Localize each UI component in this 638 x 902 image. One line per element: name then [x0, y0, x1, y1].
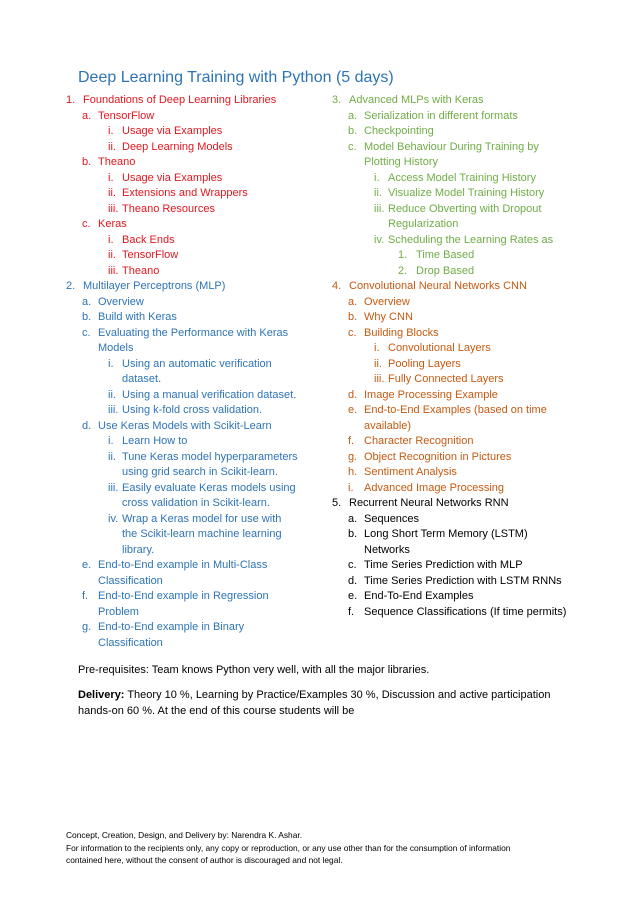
outline-item-number: c.: [348, 326, 357, 339]
outline-item-number: e.: [82, 559, 92, 571]
outline-item-text: Using a manual verification dataset.: [122, 388, 297, 401]
outline-item-text: End-to-End example in Regression: [98, 590, 269, 602]
outline-item: [66, 186, 316, 202]
outline-item: [332, 434, 572, 450]
outline-item-text: Sequences: [364, 512, 420, 525]
outline-item-text: Recurrent Neural Networks RNN: [349, 497, 509, 509]
outline-item: [66, 558, 316, 574]
outline-item-number: 2.: [398, 264, 408, 277]
outline-item: [332, 217, 572, 233]
outline-item-text: Using an automatic verification: [122, 357, 272, 370]
prerequisites-paragraph: Pre-requisites: Team knows Python very well, with all the major libraries.: [78, 664, 430, 676]
outline-item: [332, 140, 572, 156]
outline-item: [332, 155, 572, 171]
outline-item-text: Why CNN: [364, 311, 413, 323]
outline-item: [332, 481, 572, 497]
outline-item-text: End-to-End example in Multi-Class: [98, 559, 268, 571]
outline-item-number: ii.: [108, 450, 116, 463]
outline-item-number: 1.: [66, 94, 76, 106]
outline-item-text: Classification: [98, 574, 163, 587]
outline-item: [66, 357, 316, 373]
outline-item-text: Wrap a Keras model for use with: [122, 512, 282, 525]
outline-item-number: ii.: [108, 249, 116, 261]
outline-item: [332, 264, 572, 280]
outline-item: [332, 512, 572, 528]
outline-item-text: Extensions and Wrappers: [122, 187, 248, 199]
outline-item-number: ii.: [374, 187, 382, 199]
outline-item-text: Problem: [98, 605, 139, 618]
outline-item-number: c.: [82, 218, 91, 230]
outline-item-text: Build with Keras: [98, 311, 177, 323]
outline-item-number: iv.: [108, 512, 119, 525]
outline-item: [332, 605, 572, 621]
outline-item: [332, 186, 572, 202]
outline-item-number: b.: [348, 125, 358, 137]
outline-item: [332, 109, 572, 125]
outline-item-number: ii.: [108, 187, 116, 199]
outline-item-number: c.: [82, 326, 91, 339]
outline-item-text: Models: [98, 342, 134, 354]
footer-credit: Concept, Creation, Design, and Delivery by: Narendra K. Ashar.: [66, 830, 303, 840]
outline-item-number: iv.: [374, 233, 385, 246]
outline-item-number: iii.: [108, 404, 119, 416]
outline-item-text: Sequence Classifications (If time permits): [364, 605, 567, 618]
outline-item: [332, 419, 572, 435]
outline-item: [66, 605, 316, 621]
outline-item: [66, 574, 316, 590]
outline-item-text: End-to-End example in Binary: [98, 621, 245, 633]
outline-item-number: 3.: [332, 94, 342, 106]
outline-item: [66, 527, 316, 543]
outline-item-text: Regularization: [388, 218, 459, 230]
outline-item-text: Convolutional Layers: [388, 342, 491, 354]
outline-item-text: using grid search in Scikit-learn.: [122, 466, 278, 478]
outline-item-number: a.: [82, 109, 92, 122]
outline-item: [66, 388, 316, 404]
outline-item-number: d.: [82, 419, 92, 432]
outline-item-text: Time Series Prediction with LSTM RNNs: [364, 574, 562, 587]
outline-item: [332, 341, 572, 357]
outline-item: [332, 403, 572, 419]
outline-item-text: Building Blocks: [364, 326, 439, 339]
outline-item-number: i.: [108, 233, 114, 246]
outline-item-text: Theano: [122, 264, 160, 277]
outline-item-text: Long Short Term Memory (LSTM): [364, 528, 528, 540]
outline-item: [332, 171, 572, 187]
outline-item-number: h.: [348, 466, 358, 478]
outline-item: [66, 512, 316, 528]
outline-item-text: Keras: [98, 218, 127, 230]
outline-item-number: 4.: [332, 280, 342, 292]
outline-item-text: the Scikit-learn machine learning: [122, 528, 282, 540]
outline-item-text: Pooling Layers: [388, 357, 461, 370]
footer-notice-line-1: For information to the recipients only, any copy or reproduction, or any use other than for the consumption of information: [66, 842, 511, 853]
outline-item-number: b.: [348, 311, 358, 323]
outline-item-text: Convolutional Neural Networks CNN: [349, 280, 527, 292]
outline-item-text: Overview: [98, 295, 144, 308]
outline-item-text: Tune Keras model hyperparameters: [122, 450, 298, 463]
delivery-label: Delivery:: [78, 689, 125, 701]
outline-item: [332, 326, 572, 342]
outline-item-number: a.: [348, 109, 358, 122]
outline-item: [332, 496, 572, 512]
outline-item-number: g.: [82, 621, 92, 633]
outline-item-number: i.: [348, 481, 354, 494]
outline-item-text: End-To-End Examples: [364, 590, 474, 602]
outline-item-text: Using k-fold cross validation.: [122, 404, 263, 416]
outline-item-text: Drop Based: [416, 264, 475, 277]
outline-item: [332, 388, 572, 404]
outline-item-number: 5.: [332, 497, 342, 509]
outline-item-text: Time Series Prediction with MLP: [364, 559, 523, 571]
outline-item-text: Networks: [364, 543, 410, 556]
outline-item-number: d.: [348, 388, 358, 401]
outline-item-text: Back Ends: [122, 233, 175, 246]
outline-item: [66, 217, 316, 233]
page-title: Deep Learning Training with Python (5 days): [78, 69, 394, 86]
outline-item: [332, 233, 572, 249]
outline-item-text: Access Model Training History: [388, 171, 536, 184]
delivery-paragraph: [78, 687, 568, 719]
outline-item: [66, 434, 316, 450]
outline-item: [332, 589, 572, 605]
outline-item-text: Overview: [364, 295, 410, 308]
outline-item: [66, 279, 316, 295]
outline-item: [332, 357, 572, 373]
outline-item-number: b.: [348, 528, 358, 540]
outline-item: [66, 620, 316, 636]
outline-item: [66, 636, 316, 652]
outline-item-text: available): [364, 419, 412, 432]
outline-item-text: Sentiment Analysis: [364, 466, 457, 478]
outline-item: [66, 450, 316, 466]
footer-notice-line-2: contained here, without the consent of author is discouraged and not legal.: [66, 855, 343, 865]
outline-item-number: 2.: [66, 280, 76, 292]
outline-item-text: Serialization in different formats: [364, 109, 518, 122]
outline-item-number: i.: [374, 342, 380, 354]
outline-item: [66, 372, 316, 388]
outline-item: [332, 202, 572, 218]
outline-item-number: a.: [348, 295, 358, 308]
right-outline-column: [332, 93, 572, 620]
outline-item-text: Theano: [98, 156, 136, 168]
outline-item-number: iii.: [374, 202, 385, 215]
outline-item-text: Deep Learning Models: [122, 140, 233, 153]
outline-item-text: Evaluating the Performance with Keras: [98, 326, 289, 339]
outline-item: [66, 171, 316, 187]
outline-item-number: d.: [348, 574, 358, 587]
outline-item: [332, 248, 572, 264]
outline-item: [332, 93, 572, 109]
outline-item-number: i.: [108, 125, 114, 137]
outline-item: [332, 279, 572, 295]
outline-item: [66, 326, 316, 342]
outline-item-number: b.: [82, 311, 92, 323]
outline-item-text: Usage via Examples: [122, 125, 223, 137]
outline-item-number: 1.: [398, 249, 408, 261]
outline-item-number: f.: [348, 435, 355, 447]
outline-item-number: c.: [348, 559, 357, 571]
outline-item-text: End-to-End Examples (based on time: [364, 404, 547, 416]
outline-item-number: g.: [348, 450, 358, 463]
outline-item-text: Object Recognition in Pictures: [364, 450, 512, 463]
outline-item: [66, 93, 316, 109]
outline-item-text: Advanced MLPs with Keras: [349, 94, 484, 106]
outline-item-text: Theano Resources: [122, 202, 215, 215]
outline-item-number: i.: [108, 357, 114, 370]
outline-item-text: Time Based: [416, 249, 475, 261]
outline-item-number: iii.: [108, 264, 119, 277]
outline-item: [66, 264, 316, 280]
outline-item: [66, 589, 316, 605]
outline-item-text: cross validation in Scikit-learn.: [122, 497, 270, 509]
outline-item-number: ii.: [108, 140, 116, 153]
outline-item: [332, 372, 572, 388]
outline-item-text: Foundations of Deep Learning Libraries: [83, 94, 277, 106]
outline-item-text: TensorFlow: [98, 109, 155, 122]
outline-item: [66, 155, 316, 171]
outline-item-text: Learn How to: [122, 435, 188, 447]
outline-item: [332, 310, 572, 326]
outline-item-text: Usage via Examples: [122, 171, 223, 184]
outline-item: [66, 295, 316, 311]
outline-item-text: Plotting History: [364, 156, 438, 168]
outline-item: [66, 419, 316, 435]
outline-item-number: iii.: [374, 373, 385, 385]
outline-item-number: b.: [82, 156, 92, 168]
outline-item: [332, 574, 572, 590]
outline-item-number: i.: [108, 435, 114, 447]
outline-item-number: i.: [374, 171, 380, 184]
outline-item-text: Checkpointing: [364, 125, 434, 137]
outline-item: [66, 465, 316, 481]
outline-item: [66, 202, 316, 218]
outline-item: [332, 450, 572, 466]
outline-item-text: Image Processing Example: [364, 388, 498, 401]
footer: [66, 829, 586, 867]
outline-item-number: a.: [348, 512, 358, 525]
outline-item-text: Reduce Obverting with Dropout: [388, 202, 542, 215]
outline-item-number: ii.: [374, 357, 382, 370]
outline-item: [66, 233, 316, 249]
outline-item-text: dataset.: [122, 373, 162, 385]
outline-item: [332, 527, 572, 543]
outline-item-text: Model Behaviour During Training by: [364, 140, 539, 153]
outline-item: [66, 496, 316, 512]
outline-item-text: Scheduling the Learning Rates as: [388, 233, 554, 246]
outline-item: [66, 481, 316, 497]
outline-item-number: ii.: [108, 388, 116, 401]
outline-item-text: library.: [122, 543, 155, 556]
outline-item-number: iii.: [108, 481, 119, 494]
outline-item-text: Fully Connected Layers: [388, 373, 504, 385]
outline-item: [66, 248, 316, 264]
outline-item: [66, 403, 316, 419]
outline-item-text: Visualize Model Training History: [388, 187, 545, 199]
outline-item: [66, 109, 316, 125]
outline-item-number: a.: [82, 295, 92, 308]
outline-item-number: c.: [348, 140, 357, 153]
delivery-text: Theory 10 %, Learning by Practice/Examples 30 %, Discussion and active participation hands-on 60 %. At the end of this course students will be: [78, 689, 551, 717]
outline-item-number: iii.: [108, 202, 119, 215]
outline-item-text: Use Keras Models with Scikit-Learn: [98, 419, 272, 432]
outline-item: [66, 341, 316, 357]
outline-item-text: Character Recognition: [364, 435, 474, 447]
outline-item-number: e.: [348, 404, 358, 416]
outline-item: [332, 465, 572, 481]
outline-item: [66, 124, 316, 140]
outline-item: [332, 543, 572, 559]
outline-item-text: Advanced Image Processing: [364, 481, 505, 494]
outline-item-text: TensorFlow: [122, 249, 179, 261]
outline-item: [66, 543, 316, 559]
outline-item-number: f.: [348, 605, 355, 618]
outline-item-text: Multilayer Perceptrons (MLP): [83, 280, 226, 292]
outline-item: [332, 124, 572, 140]
outline-item-text: Classification: [98, 636, 163, 649]
outline-item: [332, 558, 572, 574]
left-outline-column: [66, 93, 316, 651]
outline-item-number: e.: [348, 590, 358, 602]
outline-item-text: Easily evaluate Keras models using: [122, 481, 296, 494]
outline-item: [66, 140, 316, 156]
outline-item-number: f.: [82, 590, 89, 602]
outline-item: [332, 295, 572, 311]
outline-item-number: i.: [108, 171, 114, 184]
outline-item: [66, 310, 316, 326]
